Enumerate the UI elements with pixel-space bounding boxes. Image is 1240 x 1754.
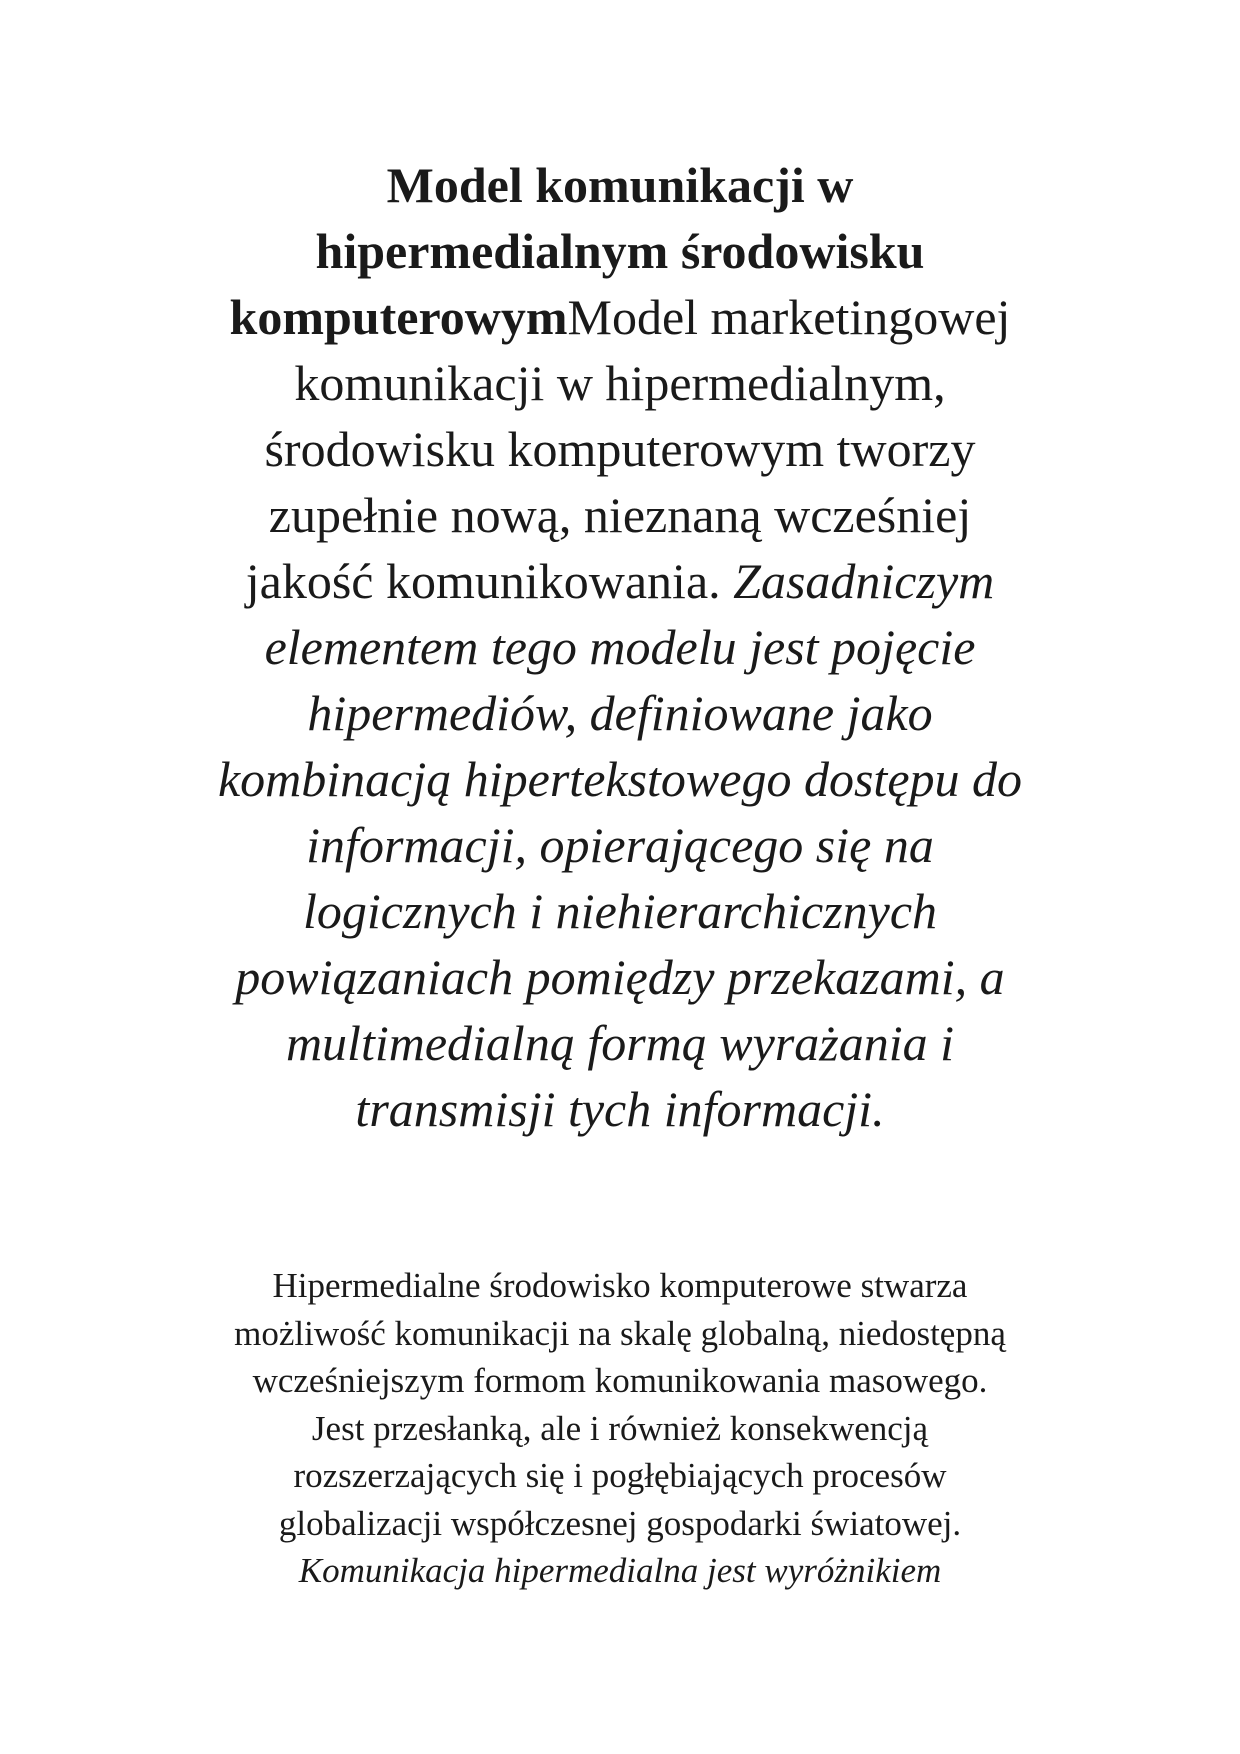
paragraph-line: rozszerzających się i pogłębiających procesów <box>293 1456 947 1495</box>
italic-line: powiązaniach pomiędzy przekazami, a <box>235 949 1005 1005</box>
italic-line: informacji, opierającego się na <box>306 817 934 873</box>
italic-line: kombinacją hipertekstowego dostępu do <box>217 751 1023 807</box>
mixed-line <box>138 284 1102 350</box>
paragraph-line: Jest przesłanką, ale i również konsekwencją <box>311 1408 929 1448</box>
heading-line: Model komunikacji w <box>386 157 854 213</box>
paragraph-line: komunikacji w hipermedialnym, <box>294 355 946 411</box>
paragraph-line: możliwość komunikacji na skalę globalną, niedostępną <box>234 1313 1006 1353</box>
italic-line: multimedialną formą wyrażania i <box>285 1015 955 1071</box>
main-text-block <box>138 152 1102 1142</box>
paragraph-line: Hipermedialne środowisko komputerowe stwarza <box>272 1266 968 1305</box>
heading-line-end: komputerowym <box>229 289 568 345</box>
italic-line: logicznych i niehierarchicznych <box>302 883 938 939</box>
italic-line: transmisji tych informacji. <box>355 1081 885 1137</box>
paragraph-line: wcześniejszym formom komunikowania masowego. <box>252 1361 988 1400</box>
italic-line: hipermediów, definiowane jako <box>307 685 933 741</box>
mixed-line <box>138 548 1102 614</box>
italic-line: Komunikacja hipermedialna jest wyróżnikiem <box>298 1551 942 1590</box>
paragraph-line: globalizacji współczesnej gospodarki światowej. <box>278 1503 962 1543</box>
paragraph-line: środowisku komputerowym tworzy <box>264 421 976 477</box>
heading-line: hipermedialnym środowisku <box>315 223 925 279</box>
paragraph-start: Model marketingowej <box>567 289 1011 345</box>
paragraph-line: zupełnie nową, nieznaną wcześniej <box>268 487 972 543</box>
paragraph-line-italic: Zasadniczym <box>733 553 995 609</box>
paragraph-line-regular: jakość komunikowania. <box>245 553 734 609</box>
second-text-block <box>150 1262 1090 1595</box>
italic-line: elementem tego modelu jest pojęcie <box>264 619 976 675</box>
